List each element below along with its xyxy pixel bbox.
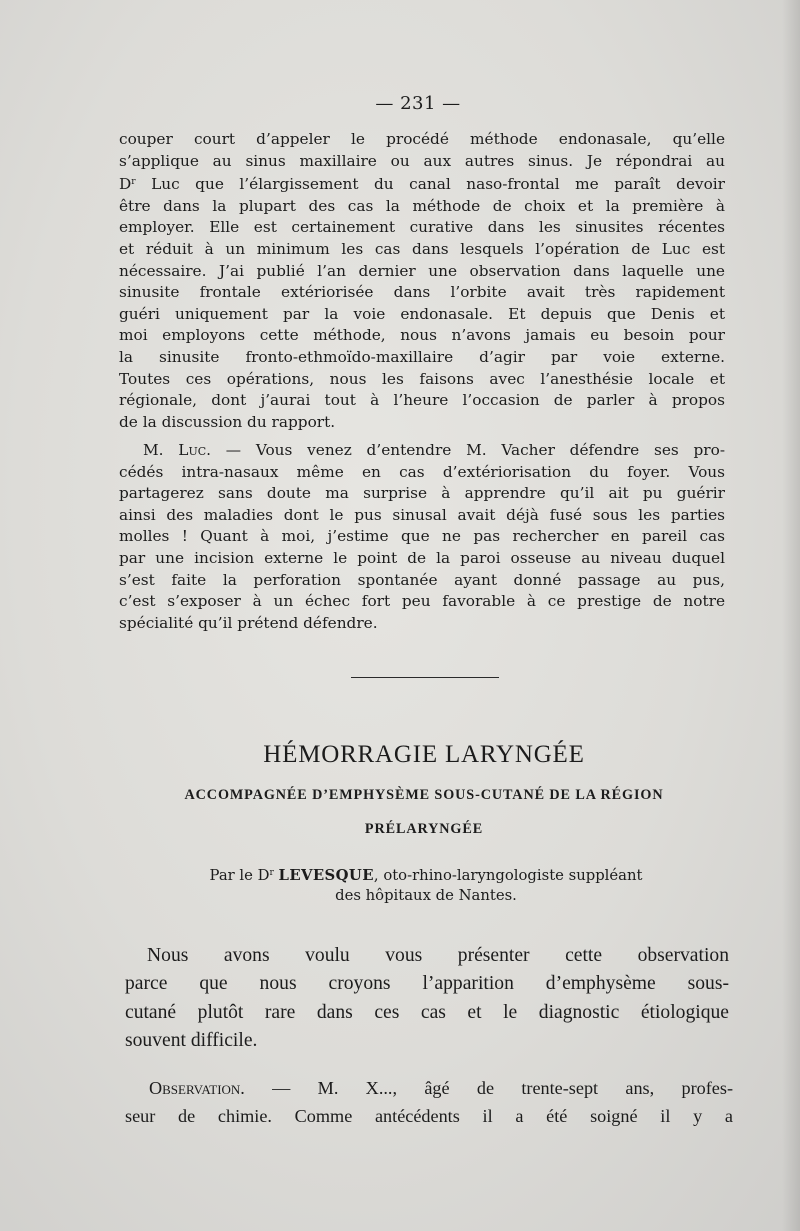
text-line xyxy=(119,172,725,196)
speaker-name: M. Luc. xyxy=(143,441,211,459)
text-line: être dans la plupart des cas la méthode de choix et la première à xyxy=(119,196,725,215)
text-line xyxy=(125,1075,733,1103)
text-line: de la discussion du rapport. xyxy=(119,412,336,431)
article-intro-paragraph xyxy=(125,942,729,1056)
author-title: , oto-rhino-laryngologiste suppléant xyxy=(373,867,643,884)
text-line: Toutes ces opérations, nous les faisons avec l’anesthésie locale et xyxy=(119,369,725,388)
observation-label: Observation. xyxy=(149,1078,245,1098)
article-subtitle: PRÉLARYNGÉE xyxy=(364,821,484,837)
page-edge-shadow xyxy=(782,0,800,1231)
text-line: s’est faite la perforation spontanée ayant donné passage au pus, xyxy=(119,570,725,589)
text-line-content: Luc que l’élargissement du canal naso-frontal me paraît devoir xyxy=(151,175,725,194)
text-line xyxy=(119,440,725,462)
author-prefix: Par le D xyxy=(209,867,270,884)
text-line: spécialité qu’il prétend défendre. xyxy=(119,613,378,632)
text-line: sinusite frontale extériorisée dans l’orbite avait très rapidement xyxy=(119,283,725,302)
text-line-content: — Vous venez d’entendre M. Vacher défendre ses pro- xyxy=(211,441,725,459)
text-line: Nous avons voulu vous présenter cette observation xyxy=(147,945,729,966)
discussion-paragraph xyxy=(119,129,725,433)
text-line: seur de chimie. Comme antécédents il a été soigné il y a xyxy=(125,1105,733,1126)
text-line: molles ! Quant à moi, j’estime que ne pas rechercher en pareil cas xyxy=(119,527,725,546)
author-prefix-sup: r xyxy=(269,868,274,878)
article-title: HÉMORRAGIE LARYNGÉE xyxy=(263,741,585,768)
text-line: moi employons cette méthode, nous n’avons jamais eu besoin pour xyxy=(119,326,725,345)
author-line xyxy=(0,863,800,886)
section-divider xyxy=(351,677,499,678)
text-line-content: — M. X..., âgé de trente-sept ans, profes- xyxy=(244,1078,733,1098)
text-line: et réduit à un minimum les cas dans lesquels l’opération de Luc est xyxy=(119,239,725,258)
text-line: partagerez sans doute ma surprise à apprendre qu’il ait pu guérir xyxy=(119,484,725,503)
text-line: cutané plutôt rare dans ces cas et le diagnostic étiologique xyxy=(125,1001,729,1023)
doctor-abbrev-sup: r xyxy=(131,177,136,188)
text-line: la sinusite fronto-ethmoïdo-maxillaire d’agir par voie externe. xyxy=(119,347,725,366)
luc-reply-paragraph xyxy=(119,440,725,634)
text-line: cédés intra-nasaux même en cas d’extériorisation du foyer. Vous xyxy=(119,462,725,481)
article-subtitle: ACCOMPAGNÉE D’EMPHYSÈME SOUS-CUTANÉ DE LA RÉGION xyxy=(184,787,664,803)
text-line: couper court d’appeler le procédé méthode endonasale, qu’elle xyxy=(119,130,725,148)
text-line: employer. Elle est certainement curative dans les sinusites récentes xyxy=(119,218,725,237)
text-line: parce que nous croyons l’apparition d’emphysème sous- xyxy=(125,973,729,995)
doctor-abbrev: D xyxy=(119,175,132,194)
author-name: LEVESQUE xyxy=(278,867,374,884)
text-line: régionale, dont j’aurai tout à l’heure l’occasion de parler à propos xyxy=(119,391,725,410)
text-line: ainsi des maladies dont le pus sinusal avait déjà fusé sous les parties xyxy=(119,505,725,524)
text-line: souvent difficile. xyxy=(125,1030,258,1052)
text-line: par une incision externe le point de la paroi osseuse au niveau duquel xyxy=(119,548,725,567)
text-line: c’est s’exposer à un échec fort peu favorable à ce prestige de notre xyxy=(119,592,725,611)
text-line: nécessaire. J’ai publié l’an dernier une observation dans laquelle une xyxy=(119,261,725,280)
text-line: guéri uniquement par la voie endonasale. Et depuis que Denis et xyxy=(119,304,725,323)
page-number: — 231 — xyxy=(375,93,461,114)
text-line: s’applique au sinus maxillaire ou aux autres sinus. Je répondrai au xyxy=(119,151,725,170)
author-affiliation: des hôpitaux de Nantes. xyxy=(335,887,517,904)
observation-paragraph xyxy=(125,1075,733,1130)
